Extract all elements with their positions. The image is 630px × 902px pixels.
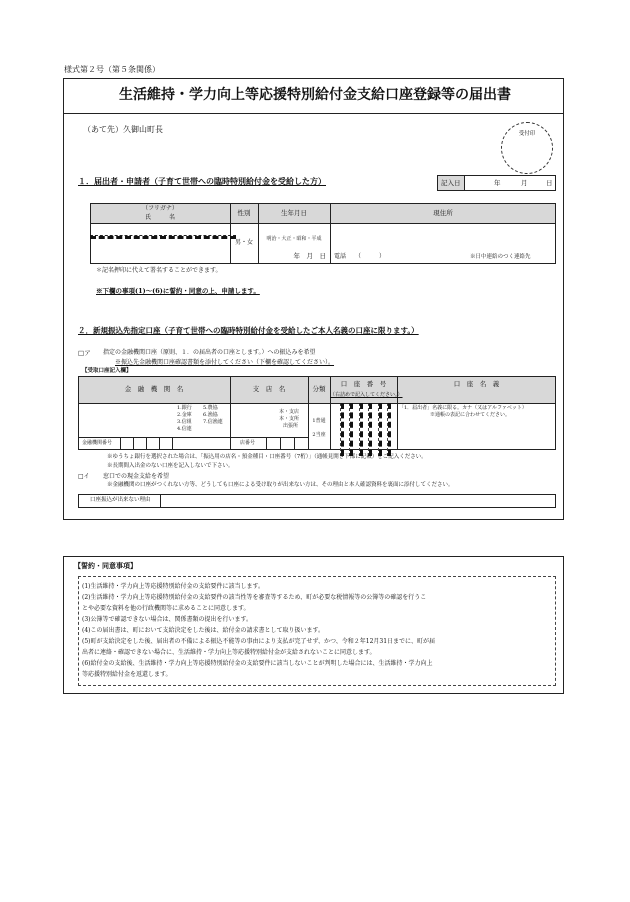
account-number-header: 口 座 番 号 bbox=[340, 380, 387, 388]
branch-type-2[interactable]: 本・支所 bbox=[279, 416, 300, 422]
bank-type-5[interactable]: 5.農協 bbox=[203, 405, 218, 411]
date-day-unit: 日 bbox=[546, 179, 553, 187]
agreement-note: ※下欄の事項(1)～(6)に誓約・同意の上、申請します。 bbox=[96, 287, 260, 295]
branch-name-field[interactable] bbox=[231, 404, 276, 436]
pledge-item-3: (3)公簿等で確認できない場合は、関係書類の提出を行います。 bbox=[82, 616, 253, 623]
bank-code-field[interactable] bbox=[121, 438, 172, 449]
pledge-item-2: (2)生活維持・学力向上等応援特別給付金の支給要件の該当性等を審査等するため、町が必要な税情報等の公簿等の確認を行うこ bbox=[82, 594, 427, 601]
bank-name-header: 金 融 機 関 名 bbox=[124, 385, 184, 393]
account-name-header: 口 座 名 義 bbox=[453, 380, 500, 388]
address-label: 現住所 bbox=[433, 209, 453, 217]
section1-heading: １．届出者・申請者（子育て世帯への臨時特別給付金を受給した方） bbox=[78, 176, 326, 186]
bank-type-3[interactable]: 3.信組 bbox=[177, 419, 192, 425]
signature-note: ＊記名押印に代えて署名することができます。 bbox=[96, 267, 222, 274]
form-title: 生活維持・学力向上等応援特別給付金支給口座登録等の届出書 bbox=[119, 87, 511, 103]
pledge-item-4: (4)この届出書は、町において支給決定をした後は、給付金の請求書として取り扱います。 bbox=[82, 627, 325, 634]
account-number-note: （右詰めで記入してください。） bbox=[330, 392, 403, 398]
title-divider bbox=[63, 113, 564, 114]
option-a-checkbox[interactable]: □ア bbox=[78, 349, 91, 357]
account-name-field[interactable] bbox=[398, 421, 555, 449]
bank-type-4[interactable]: 4.信連 bbox=[177, 426, 192, 432]
pledge-item-6-cont: 等応援特別給付金を返還します。 bbox=[82, 671, 172, 678]
furigana-label: （フリガナ） bbox=[142, 205, 178, 212]
stamp-label: 受付印 bbox=[518, 131, 536, 137]
no-transfer-reason-field[interactable] bbox=[161, 495, 555, 507]
category-checking[interactable]: 2当座 bbox=[312, 432, 326, 438]
account-table-title: 【受取口座記入欄】 bbox=[82, 368, 132, 374]
date-year-unit: 年 bbox=[494, 179, 501, 187]
account-name-note-1: 「1．届出者」名義に限る。カナ（又はアルファベット） bbox=[399, 405, 527, 411]
branch-type-3[interactable]: 出張所 bbox=[283, 423, 299, 429]
bank-type-2[interactable]: 2.金庫 bbox=[177, 412, 192, 418]
phone-note: ※日中連絡のつく連絡先 bbox=[470, 254, 531, 260]
yucho-note: ※ゆうちょ銀行を選択された場合は、「振込用の店名・預金種目・口座番号（7桁）」（通帳見開き下部に記載）をご記入ください。 bbox=[107, 454, 427, 460]
phone-field[interactable]: 電話 （ ） bbox=[334, 253, 386, 260]
bank-type-6[interactable]: 6.漁協 bbox=[203, 412, 218, 418]
pledge-item-1: (1)生活維持・学力向上等応援特別給付金の支給要件に該当します。 bbox=[82, 583, 265, 590]
gender-options[interactable]: 男・女 bbox=[234, 239, 253, 246]
option-a-label: 指定の金融機関口座（原則、１．の届出者の口座とします。）への振込みを希望 bbox=[103, 349, 316, 356]
longterm-note: ※長期間入出金のない口座を記入しないで下さい。 bbox=[107, 463, 234, 469]
category-ordinary[interactable]: 1普通 bbox=[312, 418, 326, 424]
address-field[interactable] bbox=[331, 224, 555, 250]
branch-code-label: 店番号 bbox=[240, 440, 256, 446]
gender-label: 性別 bbox=[237, 209, 251, 217]
option-a-note: ※振込先金融機関口座確認書類を添付してください（下欄を確認してください）。 bbox=[115, 359, 335, 366]
pledge-item-2-cont: とや必要な資料を他の行政機関等に求めることに同意します。 bbox=[82, 605, 250, 612]
no-transfer-reason-label: 口座振込が出来ない理由 bbox=[90, 497, 151, 503]
addressee: （あて先）久御山町長 bbox=[83, 125, 163, 134]
section2-heading: ２．新規振込先指定口座（子育て世帯への臨時特別給付金を受給したご本人名義の口座に限ります。） bbox=[78, 326, 419, 335]
pledge-item-5: (5)町が支給決定をした後、届出者の不備による振込不能等の事由により支払が完了せず、かつ、令和２年12月31日までに、町が届 bbox=[82, 638, 436, 645]
option-b-note: ※金融機関の口座がつくれない方等、どうしても口座による受け取りが出来ない方は、その理由と本人確認資料を裏面に添付してください。 bbox=[107, 482, 454, 488]
reception-stamp-circle bbox=[501, 122, 553, 174]
name-label: 氏 名 bbox=[144, 214, 175, 221]
branch-code-field[interactable] bbox=[267, 438, 307, 449]
bank-type-1[interactable]: 1.銀行 bbox=[177, 405, 192, 411]
birthdate-units[interactable]: 年 月 日 bbox=[293, 252, 326, 260]
option-b-label: 窓口での現金支給を希望 bbox=[103, 473, 170, 480]
pledge-item-6: (6)給付金の支給後、生活維持・学力向上等応援特別給付金の支給要件に該当しないことが判明した場合には、生活維持・学力向上 bbox=[82, 660, 433, 667]
pledge-heading: 【誓約・同意事項】 bbox=[74, 561, 137, 570]
form-number: 様式第２号（第５条関係） bbox=[64, 65, 160, 74]
category-header: 分類 bbox=[312, 385, 326, 393]
birthdate-label: 生年月日 bbox=[281, 209, 307, 217]
branch-type-1[interactable]: 本・支店 bbox=[279, 409, 300, 415]
account-number-field[interactable] bbox=[331, 404, 396, 449]
era-options[interactable]: 明治・大正・昭和・平成 bbox=[266, 236, 322, 242]
name-field[interactable] bbox=[91, 236, 229, 263]
furigana-field[interactable] bbox=[91, 224, 229, 235]
account-name-note-2: ※通帳の表記に合わせてください。 bbox=[430, 412, 511, 418]
bank-name-field[interactable] bbox=[79, 404, 171, 436]
entry-date-label: 記入日 bbox=[441, 179, 461, 187]
option-b-checkbox[interactable]: □イ bbox=[78, 473, 90, 480]
bank-type-7[interactable]: 7.信漁連 bbox=[203, 419, 223, 425]
date-month-unit: 月 bbox=[521, 179, 528, 187]
pledge-item-5-cont: 出者に連絡・確認できない場合に、生活維持・学力向上等応援特別給付金が支給されないことに同意します。 bbox=[82, 649, 376, 656]
bank-code-label: 金融機関番号 bbox=[82, 440, 113, 446]
branch-name-header: 支 店 名 bbox=[252, 385, 286, 393]
